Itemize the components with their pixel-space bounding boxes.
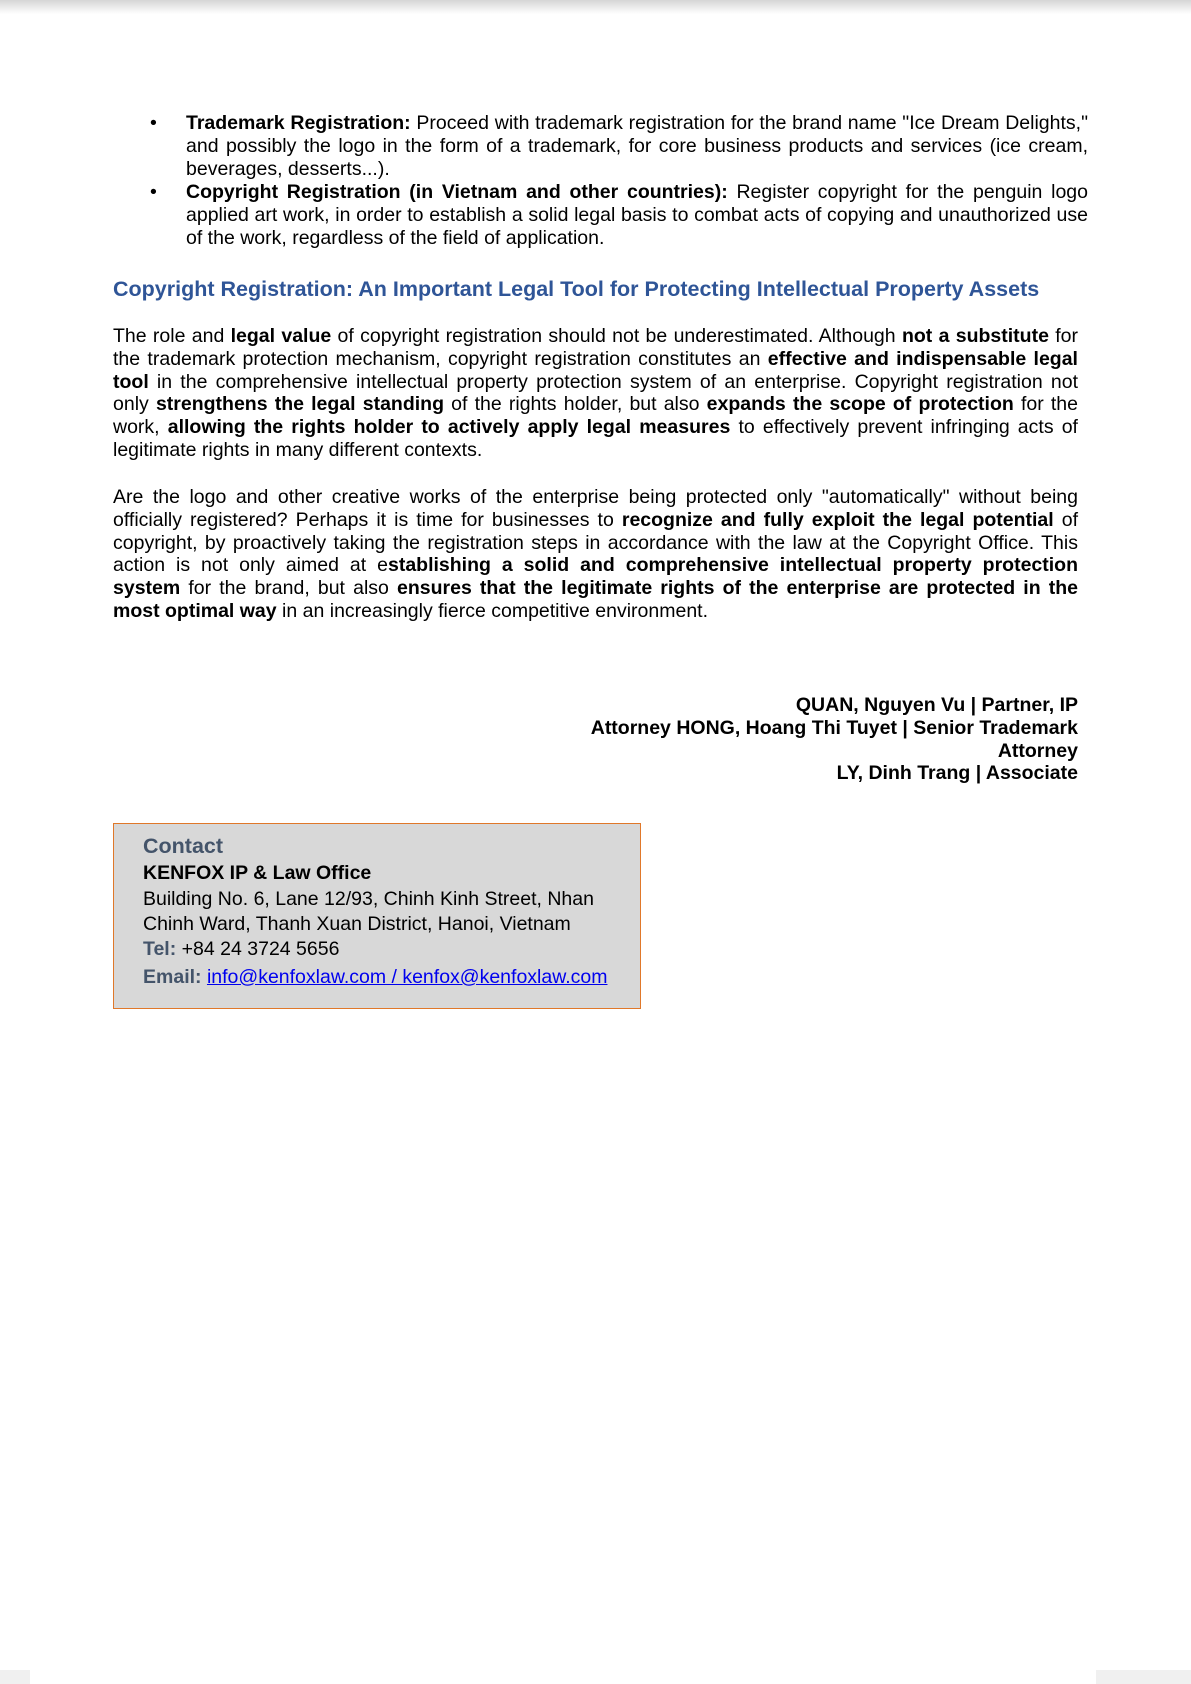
text-run: The role and <box>113 325 231 347</box>
tel-label: Tel: <box>143 938 177 960</box>
text-run: of the rights holder, but also <box>444 393 707 416</box>
bold-run: stablishing a solid and comprehensive intellectual property protection system <box>113 554 1078 600</box>
contact-address: Building No. 6, Lane 12/93, Chinh Kinh Street, Nhan Chinh Ward, Thanh Xuan District, Hanoi, Vietnam <box>143 888 594 935</box>
text-run: Are the logo and other creative works of the enterprise being protected only "automatically" without being officially registered? Perhaps it is time for businesses to <box>113 486 1078 531</box>
paragraph-call-to-action <box>113 486 1078 623</box>
text-run: of copyright, by proactively taking the registration steps in accordance with the law at the Copyright Office. This action is not only aimed at e <box>113 508 1078 577</box>
bold-run: recognize and fully exploit the legal potential <box>621 508 1054 531</box>
text-run: to effectively prevent infringing acts of legitimate rights in many different contexts. <box>113 416 1078 461</box>
section-heading: Copyright Registration: An Important Legal Tool for Protecting Intellectual Property Assets <box>113 277 1040 301</box>
text-run: of copyright registration should not be underestimated. Although <box>331 325 902 347</box>
email-link[interactable]: info@kenfoxlaw.com / kenfox@kenfoxlaw.com <box>206 966 608 988</box>
bold-run: strengthens the legal standing <box>155 393 444 416</box>
text-run: for the brand, but also <box>180 577 397 600</box>
tel-value: +84 24 3724 5656 <box>176 938 340 960</box>
contact-title: Contact <box>143 834 224 858</box>
text-run: in an increasingly fierce competitive environment. <box>276 599 708 622</box>
page-top-shadow <box>0 0 1191 14</box>
contact-firm-name: KENFOX IP & Law Office <box>143 862 372 884</box>
text-run: for the work, <box>113 393 1078 439</box>
contact-tel <box>143 937 640 962</box>
bullet-text: Register copyright for the penguin logo applied art work, in order to establish a solid legal basis to combat acts of copying and unauthorized use of the work, regardless of the field of application. <box>186 181 1088 249</box>
bold-run: expands the scope of protection <box>706 393 1014 416</box>
email-label: Email: <box>143 966 202 988</box>
text-run: in the comprehensive intellectual property protection system of an enterprise. Copyright registration not only <box>113 370 1078 416</box>
bullet-item-copyright <box>150 181 1088 250</box>
paragraph-copyright-role <box>113 325 1078 462</box>
bullet-icon: • <box>150 181 157 203</box>
contact-box <box>113 823 641 1009</box>
bold-run: effective and indispensable legal tool <box>113 347 1078 393</box>
next-page-edge <box>30 1670 1096 1684</box>
bold-run: legal value <box>230 325 332 347</box>
bullet-text: Proceed with trademark registration for the brand name "Ice Dream Delights," and possibly the logo in the form of a trademark, for core business products and services (ice cream, beverages, desserts...). <box>186 112 1088 180</box>
bold-run: ensures that the legitimate rights of the enterprise are protected in the most optimal way <box>113 577 1078 622</box>
bullet-list <box>150 112 1088 250</box>
contact-email <box>143 965 640 990</box>
bullet-icon: • <box>150 112 157 134</box>
bold-run: allowing the rights holder to actively apply legal measures <box>167 416 731 439</box>
bullet-lead: Copyright Registration (in Vietnam and other countries): <box>186 181 728 203</box>
author-line: QUAN, Nguyen Vu | Partner, IP <box>795 694 1078 716</box>
bold-run: not a substitute <box>901 325 1049 347</box>
author-signature <box>558 694 1078 785</box>
bullet-item-trademark <box>150 112 1088 181</box>
author-line: LY, Dinh Trang | Associate <box>836 762 1078 785</box>
text-run: for the trademark protection mechanism, copyright registration constitutes an <box>113 325 1078 370</box>
bullet-lead: Trademark Registration: <box>186 112 411 134</box>
author-line: Attorney HONG, Hoang Thi Tuyet | Senior Trademark Attorney <box>590 716 1078 762</box>
